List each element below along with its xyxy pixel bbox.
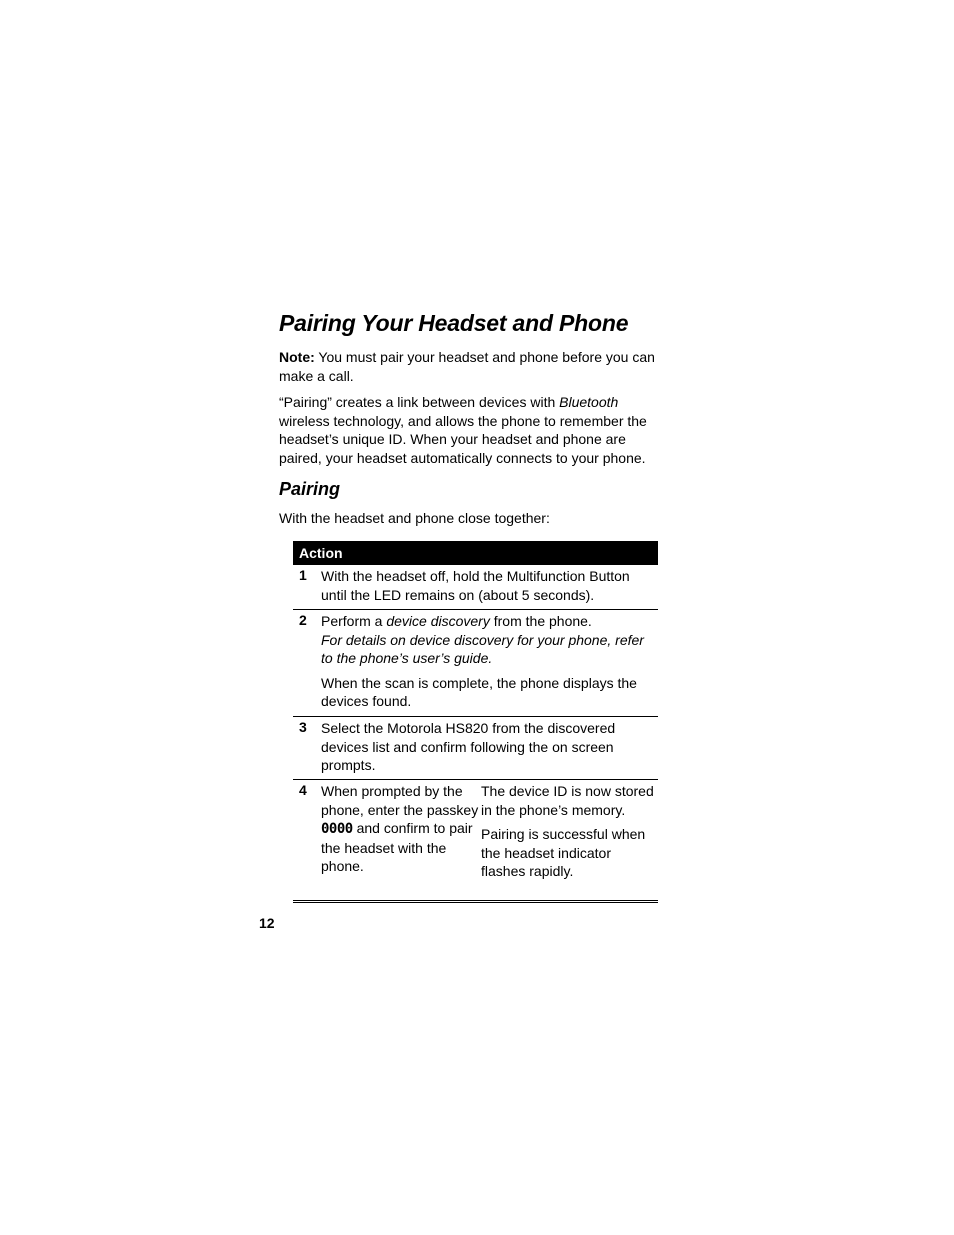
page-number: 12 [259, 915, 275, 931]
step-2-extra: When the scan is complete, the phone displays the devices found. [321, 674, 637, 709]
intro-text-2: wireless technology, and allows the phone to remember the headset’s unique ID. When your headset and phone are paired, your headset automatically connects to your phone. [279, 412, 647, 466]
device-discovery-term: device discovery [386, 613, 490, 629]
action-table [293, 541, 658, 903]
step-text [321, 719, 658, 779]
step-number: 1 [299, 567, 307, 583]
step-number: 3 [299, 719, 307, 735]
note-label: Note: [279, 349, 315, 365]
intro-paragraph [279, 393, 664, 467]
table-row [293, 565, 658, 610]
bluetooth-term: Bluetooth [559, 394, 619, 410]
step-4-result-1: The device ID is now stored in the phone’s memory. [481, 783, 654, 818]
table-row [293, 717, 658, 780]
note-text: You must pair your headset and phone before you can make a call. [279, 349, 655, 384]
intro-text-1: “Pairing” creates a link between devices with [279, 394, 560, 410]
step-text [321, 612, 658, 716]
step-2-instruction [321, 612, 658, 631]
table-row [293, 780, 658, 903]
step-text [321, 567, 658, 609]
passkey-value: 0000 [321, 821, 353, 837]
step-3-text: Select the Motorola HS820 from the discovered devices list and confirm following the on screen prompts. [321, 720, 616, 773]
section-subtitle: Pairing [279, 479, 341, 499]
step-1-text: With the headset off, hold the Multifunction Button until the LED remains on (about 5 seconds). [321, 568, 630, 603]
step-text [321, 782, 481, 900]
step-number: 4 [299, 782, 307, 798]
step-2-post: from the phone. [489, 613, 592, 629]
step-2-pre: Perform a [321, 613, 387, 629]
table-row [293, 610, 658, 717]
step-4-instruction [321, 782, 481, 876]
step-4-result-2: Pairing is successful when the headset indicator flashes rapidly. [481, 826, 646, 879]
step-number: 2 [299, 612, 307, 628]
page-title: Pairing Your Headset and Phone [279, 310, 629, 336]
table-header: Action [293, 541, 658, 565]
lead-paragraph: With the headset and phone close together: [279, 510, 550, 526]
step-2-italic-note: For details on device discovery for your phone, refer to the phone’s user’s guide. [321, 631, 644, 666]
step-4-post: and confirm to pair the headset with the phone. [321, 820, 473, 874]
step-result [481, 782, 658, 900]
note-paragraph [279, 348, 664, 385]
step-4-pre: When prompted by the phone, enter the passkey [321, 783, 479, 818]
